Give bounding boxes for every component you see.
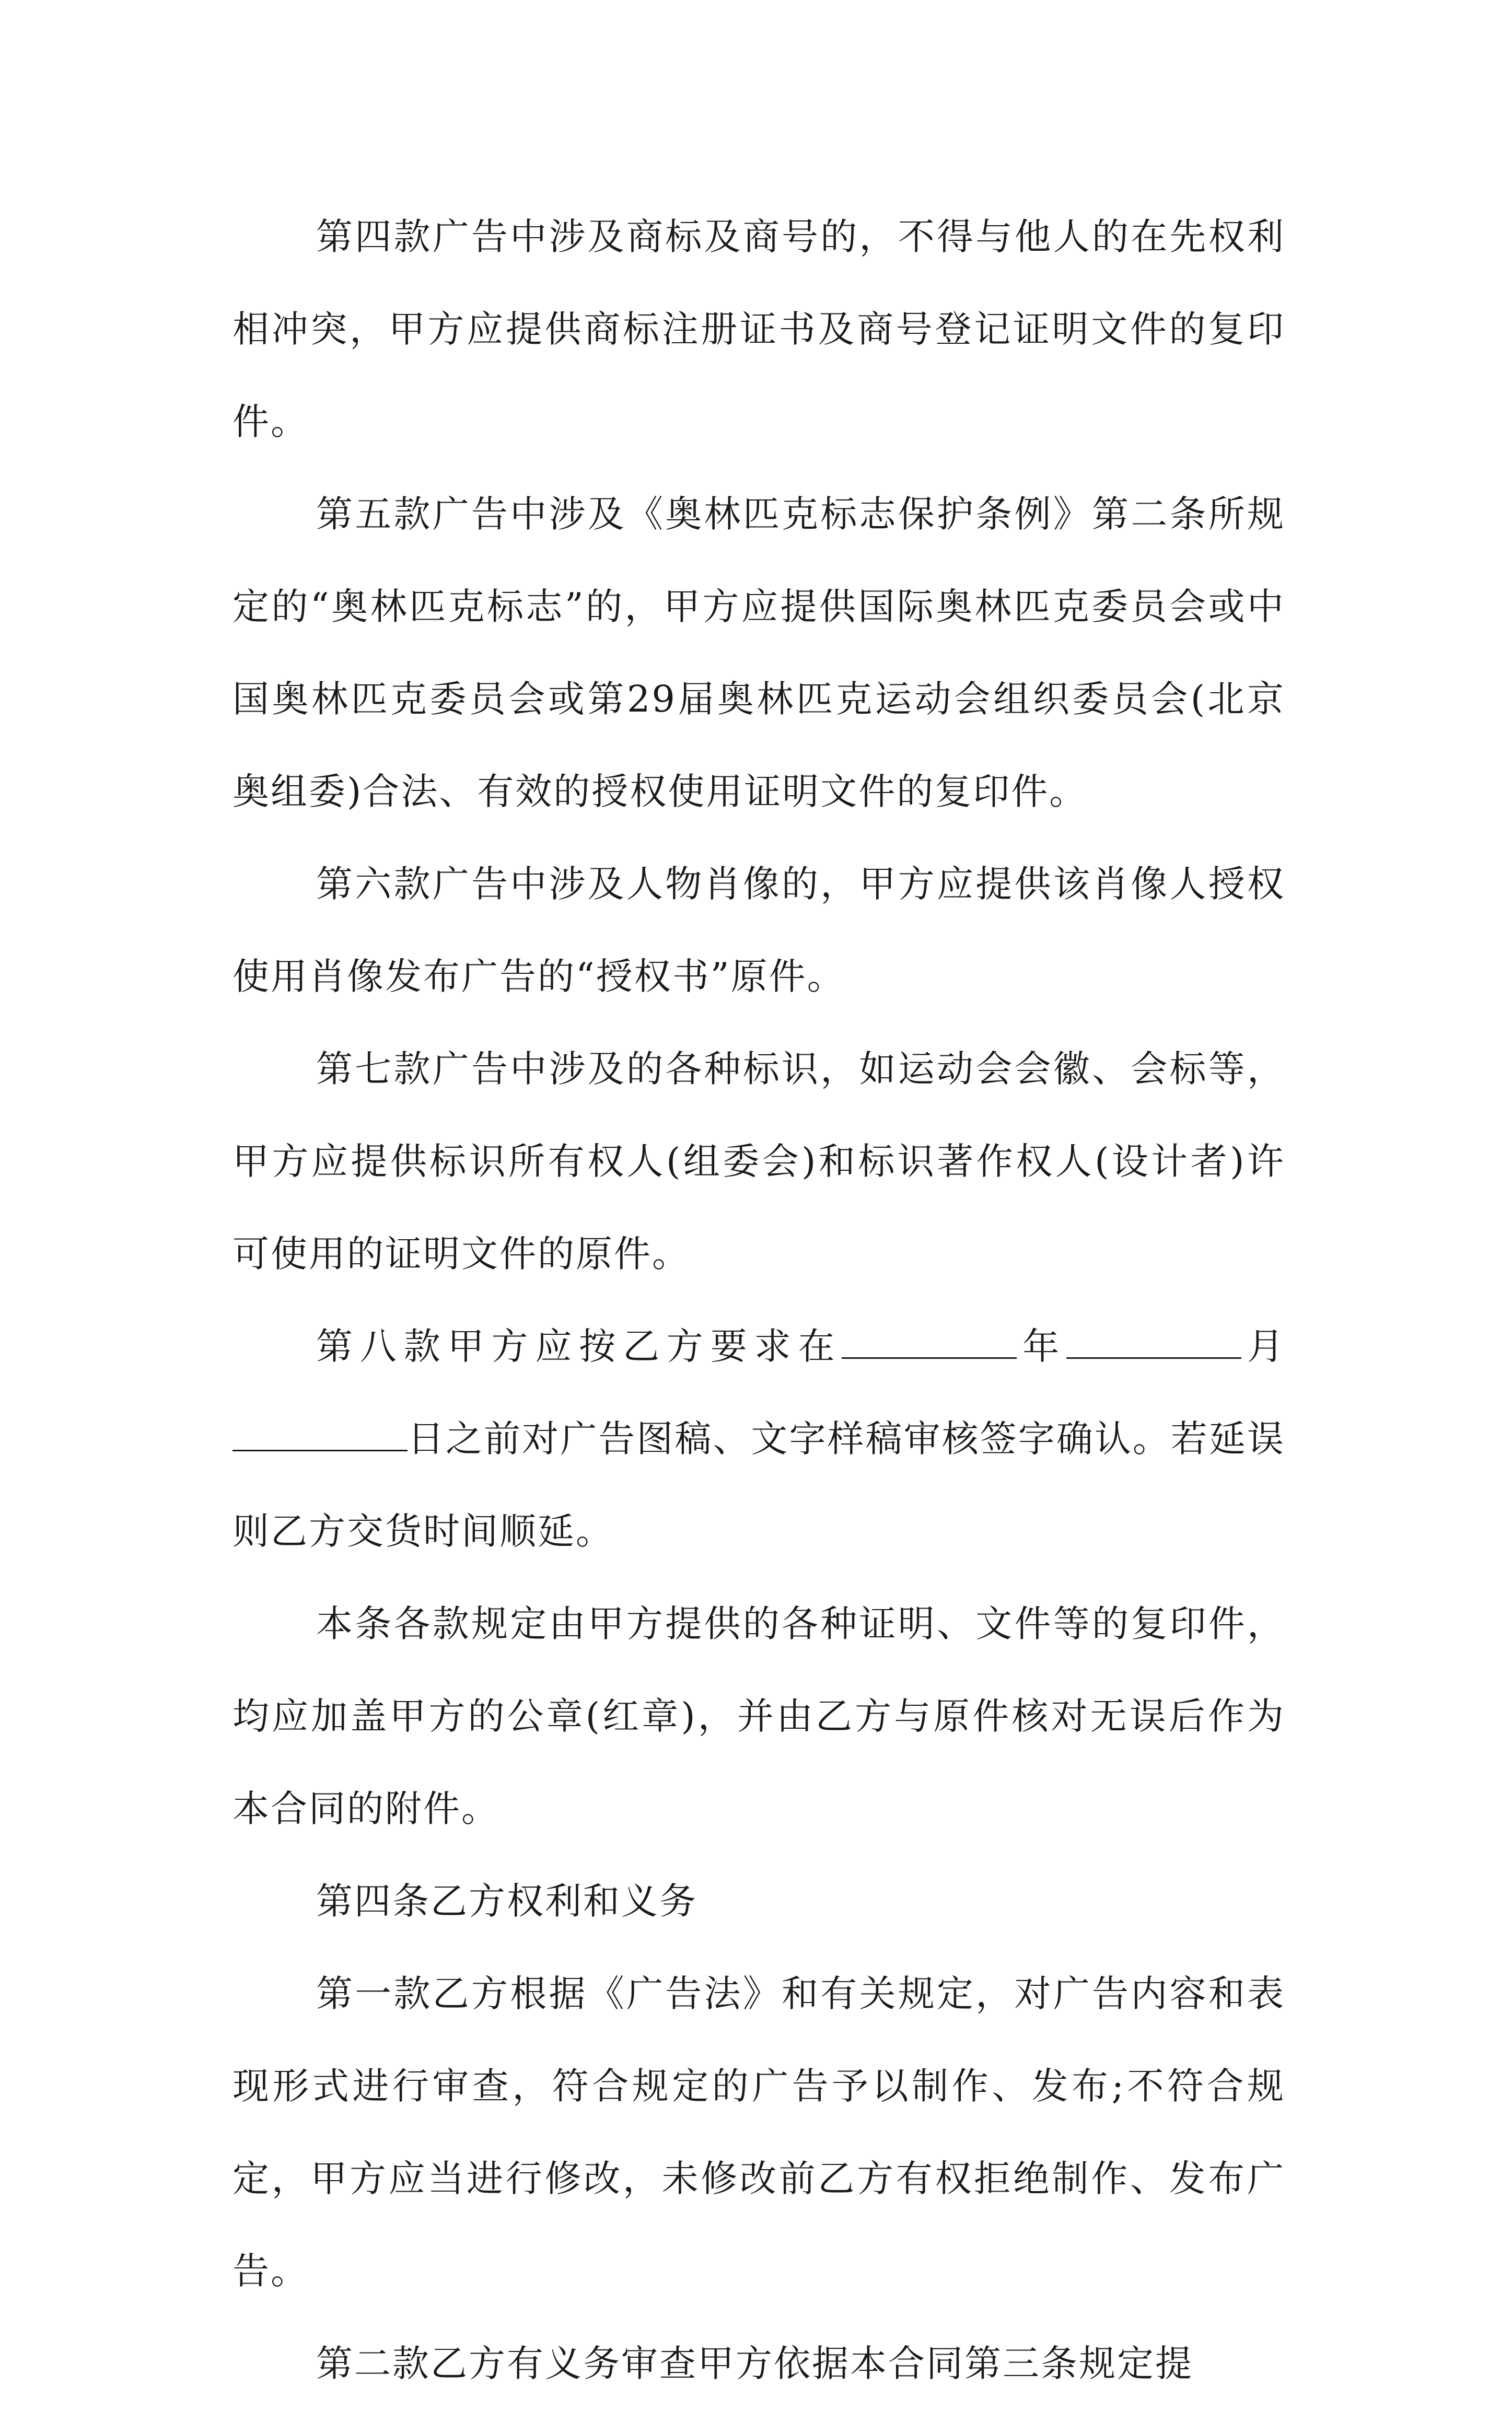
- deadline-text-before: 第八款甲方应按乙方要求在: [316, 1325, 842, 1368]
- day-blank: [232, 1417, 408, 1451]
- paragraph-olympic-clause: 第五款广告中涉及《奥林匹克标志保护条例》第二条所规定的“奥林匹克标志”的，甲方应提供国际奥林匹克委员会或中国奥林匹克委员会或第29届奥林匹克运动会组织委员会(北京奥组委)合法、有效的授权使用证明文件的复印件。: [232, 493, 1285, 813]
- deadline-text-after: 日之前对广告图稿、文字样稿审核签字确认。若延误则乙方交货时间顺延。: [232, 1417, 1285, 1553]
- paragraph-portrait-clause: 第六款广告中涉及人物肖像的，甲方应提供该肖像人授权使用肖像发布广告的“授权书”原件。: [232, 863, 1285, 998]
- section-heading: 第四条乙方权利和义务: [316, 1880, 697, 1923]
- paragraph-review-clause: 第一款乙方根据《广告法》和有关规定，对广告内容和表现形式进行审查，符合规定的广告予以制作、发布;不符合规定，甲方应当进行修改，未修改前乙方有权拒绝制作、发布广告。: [232, 1972, 1285, 2292]
- year-blank: [842, 1325, 1017, 1359]
- paragraph-obligation-clause: 第二款乙方有义务审查甲方依据本合同第三条规定提: [316, 2342, 1193, 2385]
- month-label: 月: [1241, 1325, 1286, 1368]
- paragraph-deadline-clause: [232, 1300, 1285, 1578]
- paragraph-trademark-clause: 第四款广告中涉及商标及商号的，不得与他人的在先权利相冲突，甲方应提供商标注册证书及商号登记证明文件的复印件。: [232, 215, 1285, 443]
- paragraph-logo-clause: 第七款广告中涉及的各种标识，如运动会会徽、会标等，甲方应提供标识所有权人(组委会)和标识著作权人(设计者)许可使用的证明文件的原件。: [232, 1047, 1285, 1275]
- paragraph-copies-clause: 本条各款规定由甲方提供的各种证明、文件等的复印件，均应加盖甲方的公章(红章)，并由乙方与原件核对无误后作为本合同的附件。: [232, 1602, 1285, 1830]
- month-blank: [1066, 1325, 1241, 1359]
- year-label: 年: [1017, 1325, 1067, 1368]
- document-body: [232, 191, 1285, 2410]
